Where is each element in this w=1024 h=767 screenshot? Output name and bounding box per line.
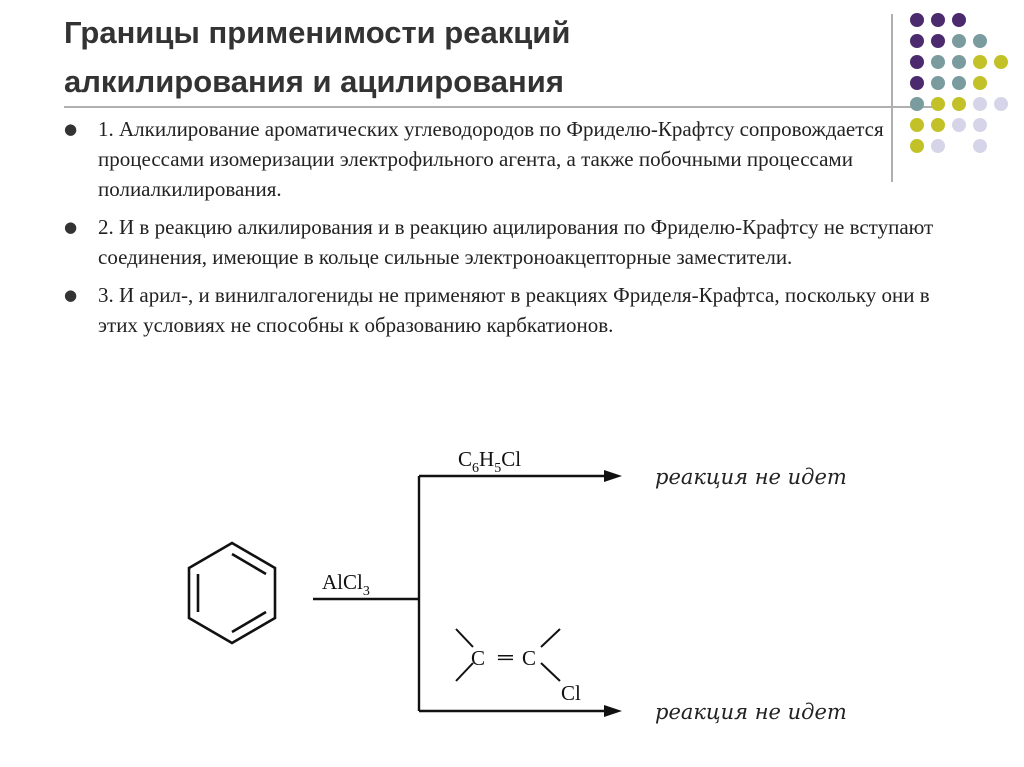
bullet-marker: ● (64, 218, 78, 236)
bullet-marker: ● (64, 120, 78, 138)
title-line-1: Границы применимости реакций (64, 15, 571, 50)
catalyst-main: AlCl (322, 570, 363, 594)
formula-h-subscript: 5 (494, 461, 502, 476)
upper-result-text: реакция не идет (655, 465, 847, 489)
title-line-2: алкилирования и ацилирования (64, 64, 564, 99)
bullet-text: 2. И в реакцию алкилирования и в реакцию ацилирования по Фриделю-Крафтсу не вступают соединения, имеющие в кольце сильные электроноакцепторные заместители. (98, 215, 934, 269)
bullet-marker: ● (64, 286, 78, 304)
benzene-double-bond (232, 612, 266, 632)
formula-h: H (479, 447, 495, 471)
benzene-hexagon (189, 543, 275, 643)
lower-arrow-head (604, 705, 622, 717)
vinyl-bond-upper-left (456, 629, 473, 647)
upper-reagent-formula (458, 447, 521, 476)
vinyl-left-carbon: C (471, 646, 486, 670)
formula-c-subscript: 6 (472, 461, 480, 476)
benzene-double-bond (232, 554, 266, 574)
vinyl-halide-structure (456, 629, 581, 705)
catalyst-label (322, 570, 370, 599)
vinyl-bond-lower-left (456, 663, 473, 681)
lower-result-text: реакция не идет (655, 700, 847, 724)
formula-c: C (458, 447, 473, 471)
vinyl-bond-lower-right (541, 663, 560, 681)
vinyl-chlorine: Cl (561, 681, 581, 705)
formula-cl: Cl (501, 447, 522, 471)
upper-arrow-head (604, 470, 622, 482)
vinyl-double-bond: ═ (498, 645, 513, 669)
bullet-text: 3. И арил-, и винилгалогениды не применяют в реакциях Фриделя-Крафтса, поскольку они в этих условиях не способны к образованию карбкатионов. (98, 283, 930, 337)
catalyst-subscript: 3 (362, 584, 370, 599)
bullet-text: 1. Алкилирование ароматических углеводородов по Фриделю-Крафтсу сопровождается процессами изомеризации электрофильного агента, а также побочными процессами полиалкилирования. (98, 117, 884, 201)
vinyl-right-carbon: C (522, 646, 537, 670)
benzene-ring (189, 543, 275, 643)
vinyl-bond-upper-right (541, 629, 560, 647)
